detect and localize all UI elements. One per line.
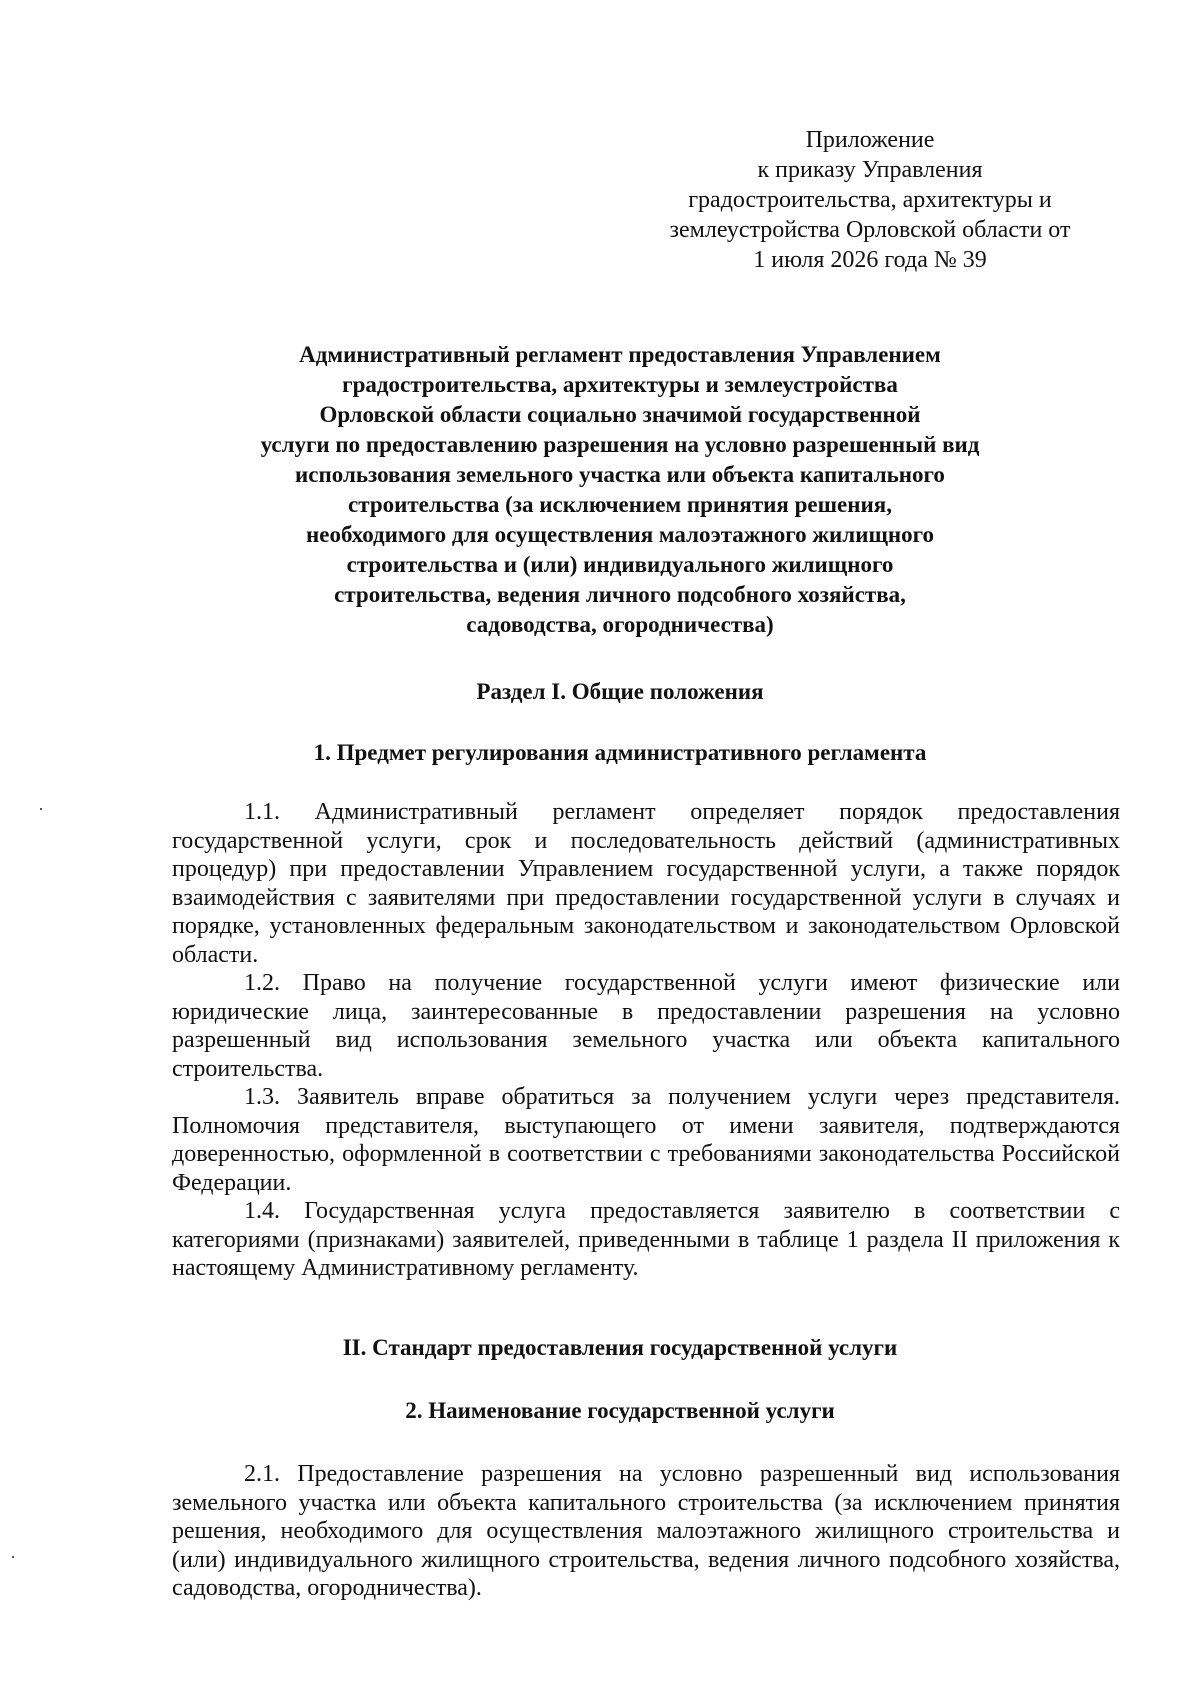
scan-speck (12, 1556, 14, 1558)
annex-line: землеустройства Орловской области от (669, 217, 1071, 243)
scan-speck (40, 808, 42, 810)
paragraph-1-3: 1.3. Заявитель вправе обратиться за получением услуги через представителя. Полномочия представителя, выступающего от имени заявителя, подтверждаются доверенностью, оформленной в соответствии с требованиями законодательства Российской Федерации. (172, 1084, 1120, 1196)
annex-line: градостроительства, архитектуры и (688, 187, 1052, 213)
title-line: использования земельного участка или объекта капитального (295, 462, 945, 487)
section1-heading: Раздел I. Общие положения (476, 679, 764, 704)
paragraph-1-2: 1.2. Право на получение государственной услуги имеют физические или юридические лица, заинтересованные в предоставлении разрешения на условно разрешенный вид использования земельного участка или объекта капитального строительства. (172, 970, 1120, 1082)
paragraph-1-4: 1.4. Государственная услуга предоставляется заявителю в соответствии с категориями (признаками) заявителей, приведенными в таблице 1 раздела II приложения к настоящему Административному регламенту. (172, 1198, 1120, 1281)
title-line: строительства и (или) индивидуального жилищного (346, 552, 894, 577)
section2-subheading: 2. Наименование государственной услуги (405, 1398, 835, 1423)
title-line: градостроительства, архитектуры и землеустройства (342, 372, 898, 397)
document-title (200, 340, 1040, 640)
section1-subheading: 1. Предмет регулирования административного регламента (313, 740, 927, 765)
title-line: Орловской области социально значимой государственной (319, 402, 921, 427)
title-line: строительства (за исключением принятия решения, (348, 492, 892, 517)
title-line: необходимого для осуществления малоэтажного жилищного (306, 522, 934, 547)
section2-body (172, 1460, 1120, 1603)
title-line: строительства, ведения личного подсобного хозяйства, (334, 582, 906, 607)
paragraph-1-1: 1.1. Административный регламент определяет порядок предоставления государственной услуги, срок и последовательность действий (административных процедур) при предоставлении Управлением государственной услуги, а также порядок взаимодействия с заявителями при предоставлении государственной услуги в случаях и порядке, установленных федеральным законодательством и законодательством Орловской области. (172, 799, 1120, 968)
annex-line: 1 июля 2026 года № 39 (753, 247, 987, 273)
title-line: Административный регламент предоставления Управлением (299, 342, 941, 367)
title-line: садоводства, огородничества) (466, 612, 774, 637)
annex-header (660, 125, 1080, 275)
title-line: услуги по предоставлению разрешения на условно разрешенный вид (260, 432, 980, 457)
section1-body (172, 798, 1120, 1283)
annex-line: к приказу Управления (757, 157, 983, 183)
paragraph-2-1: 2.1. Предоставление разрешения на условно разрешенный вид использования земельного участка или объекта капитального строительства (за исключением принятия решения, необходимого для осуществления малоэтажного жилищного строительства и (или) индивидуального жилищного строительства, ведения личного подсобного хозяйства, садоводства, огородничества). (172, 1461, 1120, 1601)
annex-line: Приложение (805, 127, 935, 153)
section2-heading: II. Стандарт предоставления государственной услуги (342, 1335, 898, 1360)
